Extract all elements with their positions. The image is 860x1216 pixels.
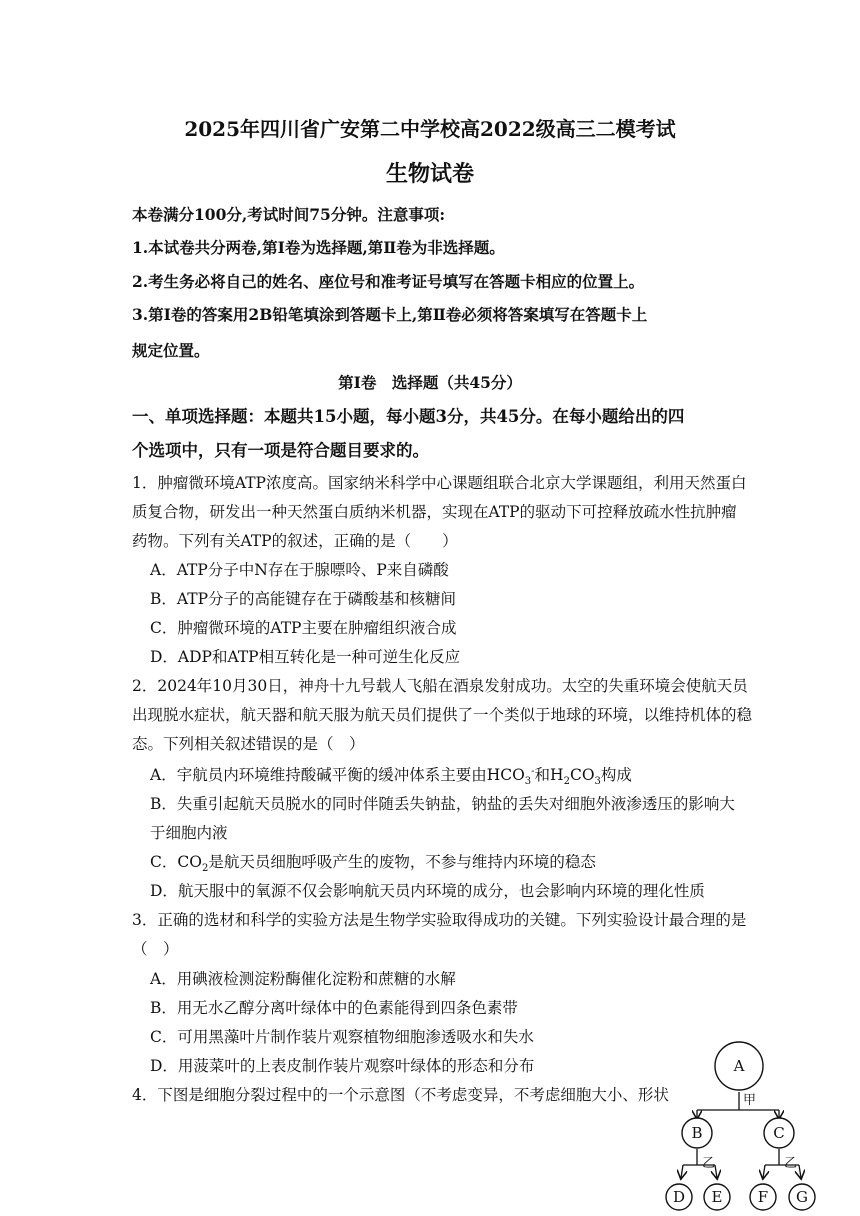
q1-stem: 1．肿瘤微环境ATP浓度高。国家纳米科学中心课题组联合北京大学课题组，利用天然蛋白: [132, 474, 747, 492]
notice-item-2: 2.考生务必将自己的姓名、座位号和准考证号填写在答题卡相应的位置上。: [132, 272, 645, 291]
q2-option-b: B．失重引起航天员脱水的同时伴随丢失钠盐，钠盐的丢失对细胞外液渗透压的影响大: [150, 795, 735, 813]
q1-option-a: A．ATP分子中N存在于腺嘌呤、P来自磷酸: [150, 561, 449, 579]
part1-title: 第Ⅰ卷 选择题（共45分）: [338, 373, 522, 392]
label-yi-left: 乙: [702, 1156, 716, 1171]
section1-heading: 一、单项选择题：本题共15小题，每小题3分，共45分。在每小题给出的四: [132, 407, 685, 426]
node-d-label: D: [672, 1188, 686, 1206]
q2-stem-line3: 态。下列相关叙述错误的是（ ）: [132, 735, 365, 753]
q2-option-c: C．$CO_2$是航天员细胞呼吸产生的废物，不参与维持内环境的稳态: [150, 853, 596, 875]
q4-stem: 4．下图是细胞分裂过程中的一个示意图（不考虑变异，不考虑细胞大小、形状: [132, 1086, 669, 1104]
node-e-label: E: [711, 1188, 723, 1206]
node-b-label: B: [691, 1124, 703, 1142]
section1-heading-cont: 个选项中，只有一项是符合题目要求的。: [132, 441, 429, 460]
q3-stem-line2: （ ）: [132, 940, 179, 958]
q2-option-d: D．航天服中的氧源不仅会影响航天员内环境的成分，也会影响内环境的理化性质: [150, 882, 705, 900]
q3-option-a: A．用碘液检测淀粉酶催化淀粉和蔗糖的水解: [150, 970, 456, 988]
notice-item-1: 1.本试卷共分两卷,第Ⅰ卷为选择题,第Ⅱ卷为非选择题。: [132, 238, 505, 257]
label-yi-right: 乙: [784, 1156, 798, 1171]
node-g-label: G: [796, 1188, 808, 1206]
q2-stem: 2．2024年10月30日，神舟十九号载人飞船在酒泉发射成功。太空的失重环境会使航天员: [132, 677, 748, 695]
exam-subtitle: 生物试卷: [385, 161, 474, 187]
label-jia: 甲: [743, 1093, 757, 1108]
q1-option-d: D．ADP和ATP相互转化是一种可逆生化反应: [150, 648, 461, 666]
node-f-label: F: [757, 1188, 769, 1206]
q3-option-c: C．可用黑藻叶片制作装片观察植物细胞渗透吸水和失水: [150, 1028, 534, 1046]
notice-item-3-cont: 规定位置。: [132, 341, 210, 360]
q3-stem: 3．正确的选材和科学的实验方法是生物学实验取得成功的关键。下列实验设计最合理的是: [132, 911, 747, 929]
exam-title: 2025年四川省广安第二中学校高2022级高三二模考试: [184, 117, 676, 141]
q2-option-b-cont: 于细胞内液: [150, 824, 228, 842]
notice-intro: 本卷满分100分,考试时间75分钟。注意事项:: [132, 205, 446, 224]
q1-option-c: C．肿瘤微环境的ATP主要在肿瘤组织液合成: [150, 619, 457, 637]
q1-stem-line2: 质复合物，研发出一种天然蛋白质纳米机器，实现在ATP的驱动下可控释放疏水性抗肿瘤: [132, 503, 737, 521]
q1-option-b: B．ATP分子的高能键存在于磷酸基和核糖间: [150, 590, 457, 608]
node-a-label: A: [733, 1057, 745, 1075]
q2-option-a: A．宇航员内环境维持酸碱平衡的缓冲体系主要由$HCO_3^-$和$H_2CO_3$构成: [150, 765, 632, 788]
cell-division-diagram: [665, 1030, 825, 1216]
q2-stem-line2: 出现脱水症状，航天器和航天服为航天员们提供了一个类似于地球的环境，以维持机体的稳: [132, 706, 753, 724]
notice-item-3: 3.第Ⅰ卷的答案用2B铅笔填涂到答题卡上,第Ⅱ卷必须将答案填写在答题卡上: [132, 305, 648, 324]
q3-option-b: B．用无水乙醇分离叶绿体中的色素能得到四条色素带: [150, 999, 518, 1017]
q3-option-d: D．用菠菜叶的上表皮制作装片观察叶绿体的形态和分布: [150, 1057, 535, 1075]
q1-stem-line3: 药物。下列有关ATP的叙述，正确的是（ ）: [132, 532, 458, 550]
node-c-label: C: [773, 1124, 785, 1142]
